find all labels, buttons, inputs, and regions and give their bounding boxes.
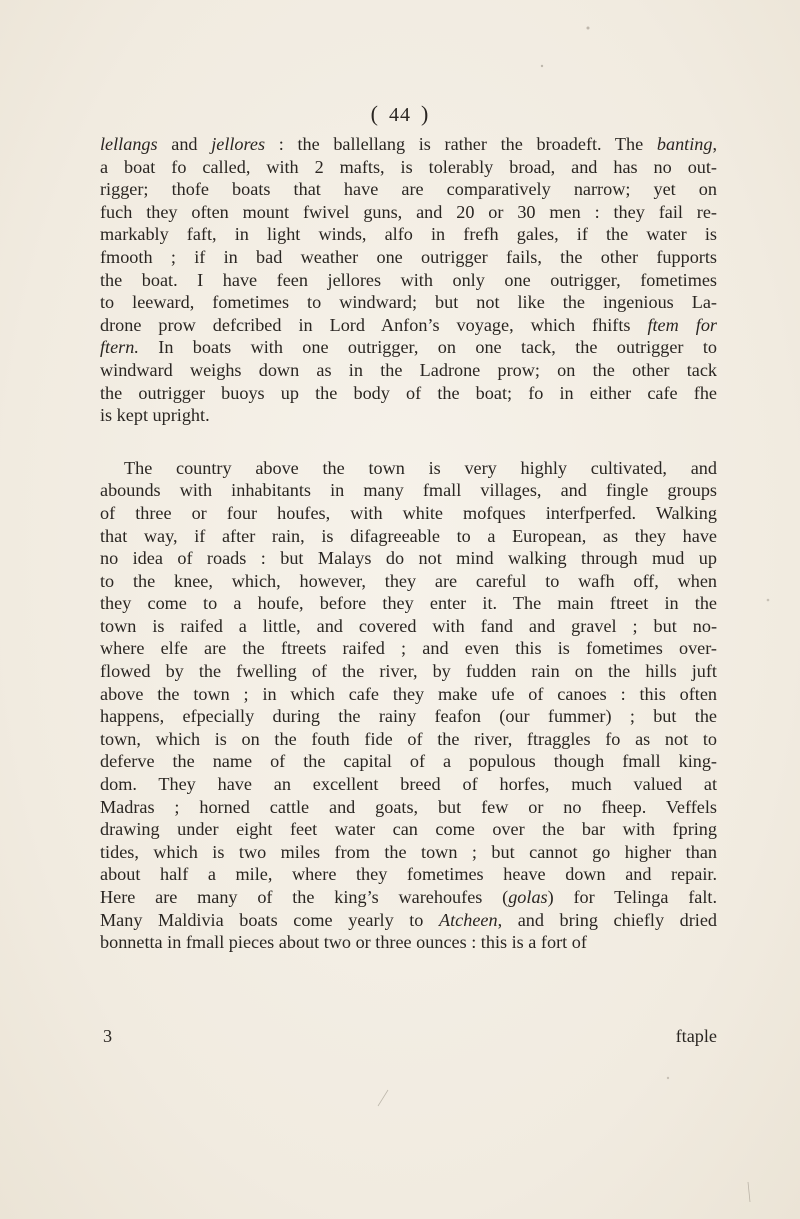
text-run: fmooth ; if in bad weather one outrigger fails, the other fupports (100, 246, 717, 267)
italic-text: golas (508, 887, 548, 907)
italic-text: banting (656, 134, 713, 154)
text-run: of three or four houfes, with white mofques interfperfed. Walking (100, 502, 717, 523)
text-line (100, 728, 717, 751)
text-line (100, 201, 717, 224)
text-line (100, 133, 717, 156)
text-line (100, 314, 717, 337)
header-open-paren: ( (370, 101, 379, 126)
text-line (100, 841, 717, 864)
text-run: Many Maldivia boats come yearly to (100, 909, 439, 930)
text-run: , and bring chiefly dried (497, 909, 717, 930)
text-run: abounds with inhabitants in many fmall villages, and fingle groups (100, 480, 717, 501)
text-line (100, 336, 717, 359)
text-line (100, 502, 717, 525)
italic-text: lellangs (100, 134, 158, 154)
text-line (100, 525, 717, 548)
text-line (100, 246, 717, 269)
text-line (100, 683, 717, 706)
text-run: where elfe are the ftreets raifed ; and even this is fometimes over- (100, 638, 717, 659)
text-line (100, 156, 717, 179)
text-line (100, 592, 717, 615)
text-run: , (712, 134, 717, 154)
paragraph-gap (100, 427, 717, 457)
paragraph (100, 457, 717, 954)
text-run: rigger; thofe boats that have are comparatively narrow; yet on (100, 179, 717, 200)
text-run: The country above the town is very highly cultivated, and (124, 457, 717, 478)
text-run: to the knee, which, however, they are careful to wafh off, when (100, 570, 717, 591)
text-run: bonnetta in fmall pieces about two or three ounces : this is a fort of (100, 932, 587, 953)
text-line (100, 359, 717, 382)
text-line (100, 223, 717, 246)
text-run: no idea of roads : but Malays do not mind walking through mud up (100, 548, 717, 569)
text-run: the boat. I have feen jellores with only one outrigger, fometimes (100, 269, 717, 290)
text-run: ) for Telinga falt. (547, 887, 717, 907)
text-run: deferve the name of the capital of a populous though fmall king- (100, 751, 717, 772)
text-run: drone prow defcribed in Lord Anfon’s voyage, which fhifts (100, 314, 648, 335)
text-run: to leeward, fometimes to windward; but not like the ingenious La- (100, 292, 717, 313)
paragraph (100, 133, 717, 427)
text-line (100, 615, 717, 638)
body-text (100, 133, 717, 954)
header-close-paren: ) (421, 101, 430, 126)
text-run: a boat fo called, with 2 mafts, is tolerably broad, and has no out- (100, 156, 717, 177)
text-run: fuch they often mount fwivel guns, and 20 or 30 men : they fail re- (100, 201, 717, 222)
text-run: drawing under eight feet water can come over the bar with fpring (100, 819, 717, 840)
text-line (100, 479, 717, 502)
text-run: tides, which is two miles from the town ; but cannot go higher than (100, 841, 717, 862)
signature-mark: 3 (103, 1026, 113, 1046)
text-run: markably faft, in light winds, alfo in frefh gales, if the water is (100, 224, 717, 245)
text-line (100, 909, 717, 932)
text-run: about half a mile, where they fometimes heave down and repair. (100, 864, 717, 885)
italic-text: ftem for (647, 314, 717, 335)
italic-text: ftern. (100, 337, 139, 358)
text-line (100, 750, 717, 773)
text-line (100, 637, 717, 660)
text-run: dom. They have an excellent breed of horfes, much valued at (100, 774, 717, 795)
text-line (100, 570, 717, 593)
page-number: 44 (389, 104, 411, 126)
text-line (100, 773, 717, 796)
text-line (100, 291, 717, 314)
text-run: and (157, 134, 212, 154)
text-line (100, 660, 717, 683)
text-run: Here are many of the king’s warehoufes ( (100, 887, 509, 907)
text-line (100, 547, 717, 570)
text-line (100, 931, 717, 954)
italic-text: jellores (211, 134, 266, 154)
text-run: flowed by the fwelling of the river, by fudden rain on the hills juft (100, 661, 717, 682)
italic-text: Atcheen (439, 909, 498, 930)
catchword: ftaple (675, 1026, 717, 1046)
text-run: town, which is on the fouth fide of the river, ftraggles fo as not to (100, 728, 717, 749)
text-line (100, 269, 717, 292)
text-run: : the ballellang is rather the broadeft. The (265, 134, 657, 154)
running-head (0, 101, 800, 127)
text-run: above the town ; in which cafe they make ufe of canoes : this often (100, 683, 717, 704)
text-line (100, 178, 717, 201)
text-line (100, 863, 717, 886)
text-run: they come to a houfe, before they enter it. The main ftreet in the (100, 593, 717, 614)
text-line (100, 796, 717, 819)
text-line (100, 382, 717, 405)
page-footer (100, 1026, 717, 1050)
text-run: In boats with one outrigger, on one tack, the outrigger to (138, 337, 717, 358)
text-run: windward weighs down as in the Ladrone prow; on the other tack (100, 359, 717, 380)
text-run: happens, efpecially during the rainy feafon (our fummer) ; but the (100, 706, 717, 727)
text-run: that way, if after rain, is difagreeable to a European, as they have (100, 525, 717, 546)
text-run: Madras ; horned cattle and goats, but few or no fheep. Veffels (100, 796, 717, 817)
text-run: is kept upright. (100, 405, 210, 426)
text-line (100, 457, 717, 480)
text-run: town is raifed a little, and covered with fand and gravel ; but no- (100, 615, 717, 636)
text-line (100, 886, 717, 909)
text-line (100, 404, 717, 427)
text-run: the outrigger buoys up the body of the boat; fo in either cafe fhe (100, 382, 717, 403)
text-line (100, 705, 717, 728)
text-line (100, 818, 717, 841)
